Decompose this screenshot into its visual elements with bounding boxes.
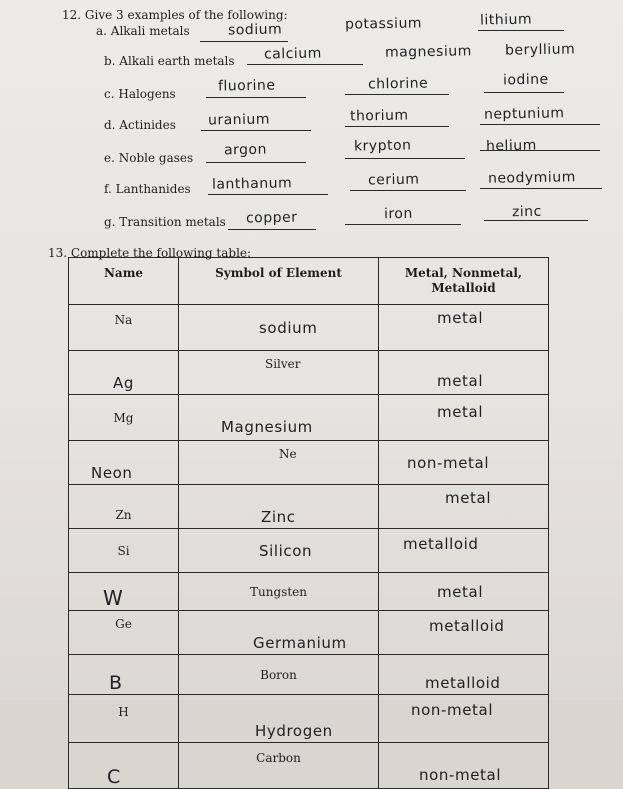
q12-g-answer-3: zinc: [511, 203, 542, 221]
table-row: [69, 485, 549, 529]
element-table: [68, 257, 549, 789]
answer-line: [208, 194, 328, 195]
q12-f-answer-1: lanthanum: [211, 175, 293, 193]
q12-prompt: 12. Give 3 examples of the following:: [62, 8, 288, 22]
q12-g-answer-2: iron: [383, 205, 413, 223]
table-row: [69, 441, 549, 485]
q12-label-a: a. Alkali metals: [96, 24, 190, 38]
q12-b-answer-2: magnesium: [384, 43, 472, 61]
cell-type: metal: [379, 351, 549, 395]
q12-c-answer-2: chlorine: [367, 75, 429, 93]
cell-type: non-metal: [379, 441, 549, 485]
answer-line: [484, 92, 564, 93]
cell-symbol: Silver: [179, 351, 379, 395]
q12-label-f: f. Lanthanides: [104, 182, 191, 196]
table-row: [69, 305, 549, 351]
cell-name: Ag: [69, 351, 179, 395]
q12-b-answer-3: beryllium: [504, 41, 576, 59]
cell-name: Si: [69, 529, 179, 573]
q12-b-answer-1: calcium: [263, 45, 322, 63]
q12-label-e: e. Noble gases: [104, 151, 194, 165]
table-header-row: [69, 258, 549, 305]
q13-prompt: 13. Complete the following table:: [48, 246, 252, 260]
answer-line: [345, 224, 461, 225]
header-symbol: Symbol of Element: [179, 258, 379, 305]
cell-symbol: Hydrogen: [179, 695, 379, 743]
cell-symbol: Magnesium: [179, 395, 379, 441]
answer-line: [345, 94, 449, 95]
cell-type: metal: [379, 395, 549, 441]
answer-line: [206, 97, 306, 98]
q12-e-answer-3: helium: [485, 137, 537, 155]
answer-line: [478, 30, 564, 31]
answer-line: [228, 229, 316, 230]
cell-symbol: sodium: [179, 305, 379, 351]
answer-line: [247, 64, 363, 65]
table-row: [69, 655, 549, 695]
header-type: Metal, Nonmetal, Metalloid: [379, 258, 549, 305]
q12-a-answer-2: potassium: [344, 15, 423, 33]
cell-name: B: [69, 655, 179, 695]
q12-d-answer-3: neptunium: [483, 105, 565, 123]
q12-a-answer-3: lithium: [479, 11, 533, 29]
q12-f-answer-2: cerium: [367, 171, 420, 189]
cell-type: non-metal: [379, 743, 549, 789]
q12-c-answer-3: iodine: [502, 71, 549, 89]
table-row: [69, 529, 549, 573]
q12-f-answer-3: neodymium: [487, 169, 576, 187]
answer-line: [480, 188, 602, 189]
answer-line: [345, 126, 449, 127]
cell-name: C: [69, 743, 179, 789]
table-row: [69, 611, 549, 655]
cell-symbol: Silicon: [179, 529, 379, 573]
cell-name: Neon: [69, 441, 179, 485]
table-row: [69, 573, 549, 611]
cell-type: metalloid: [379, 655, 549, 695]
header-name: Name: [69, 258, 179, 305]
answer-line: [480, 124, 600, 125]
table-row: [69, 395, 549, 441]
cell-symbol: Ne: [179, 441, 379, 485]
cell-symbol: Tungsten: [179, 573, 379, 611]
q12-g-answer-1: copper: [245, 209, 298, 227]
answer-line: [200, 41, 288, 42]
cell-symbol: Carbon: [179, 743, 379, 789]
q12-label-c: c. Halogens: [104, 87, 176, 101]
cell-symbol: Boron: [179, 655, 379, 695]
cell-name: Mg: [69, 395, 179, 441]
cell-symbol: Germanium: [179, 611, 379, 655]
cell-name: Ge: [69, 611, 179, 655]
table-row: [69, 351, 549, 395]
cell-name: Na: [69, 305, 179, 351]
cell-type: non-metal: [379, 695, 549, 743]
table-row: [69, 695, 549, 743]
answer-line: [206, 162, 306, 163]
cell-name: H: [69, 695, 179, 743]
cell-type: metal: [379, 485, 549, 529]
q12-label-d: d. Actinides: [104, 118, 176, 132]
cell-type: metal: [379, 305, 549, 351]
q12-c-answer-1: fluorine: [217, 77, 276, 95]
q12-d-answer-1: uranium: [207, 111, 271, 129]
table-row: [69, 743, 549, 789]
answer-line: [350, 190, 466, 191]
cell-name: Zn: [69, 485, 179, 529]
q12-e-answer-2: krypton: [353, 137, 412, 155]
answer-line: [201, 130, 311, 131]
cell-type: metalloid: [379, 611, 549, 655]
q12-label-g: g. Transition metals: [104, 215, 226, 229]
cell-type: metal: [379, 573, 549, 611]
q12-e-answer-1: argon: [223, 141, 268, 159]
q12-a-answer-1: sodium: [227, 21, 283, 39]
cell-name: W: [69, 573, 179, 611]
q12-label-b: b. Alkali earth metals: [104, 54, 235, 68]
q12-d-answer-2: thorium: [349, 107, 409, 125]
cell-type: metalloid: [379, 529, 549, 573]
cell-symbol: Zinc: [179, 485, 379, 529]
answer-line: [345, 158, 465, 159]
answer-line: [484, 220, 588, 221]
